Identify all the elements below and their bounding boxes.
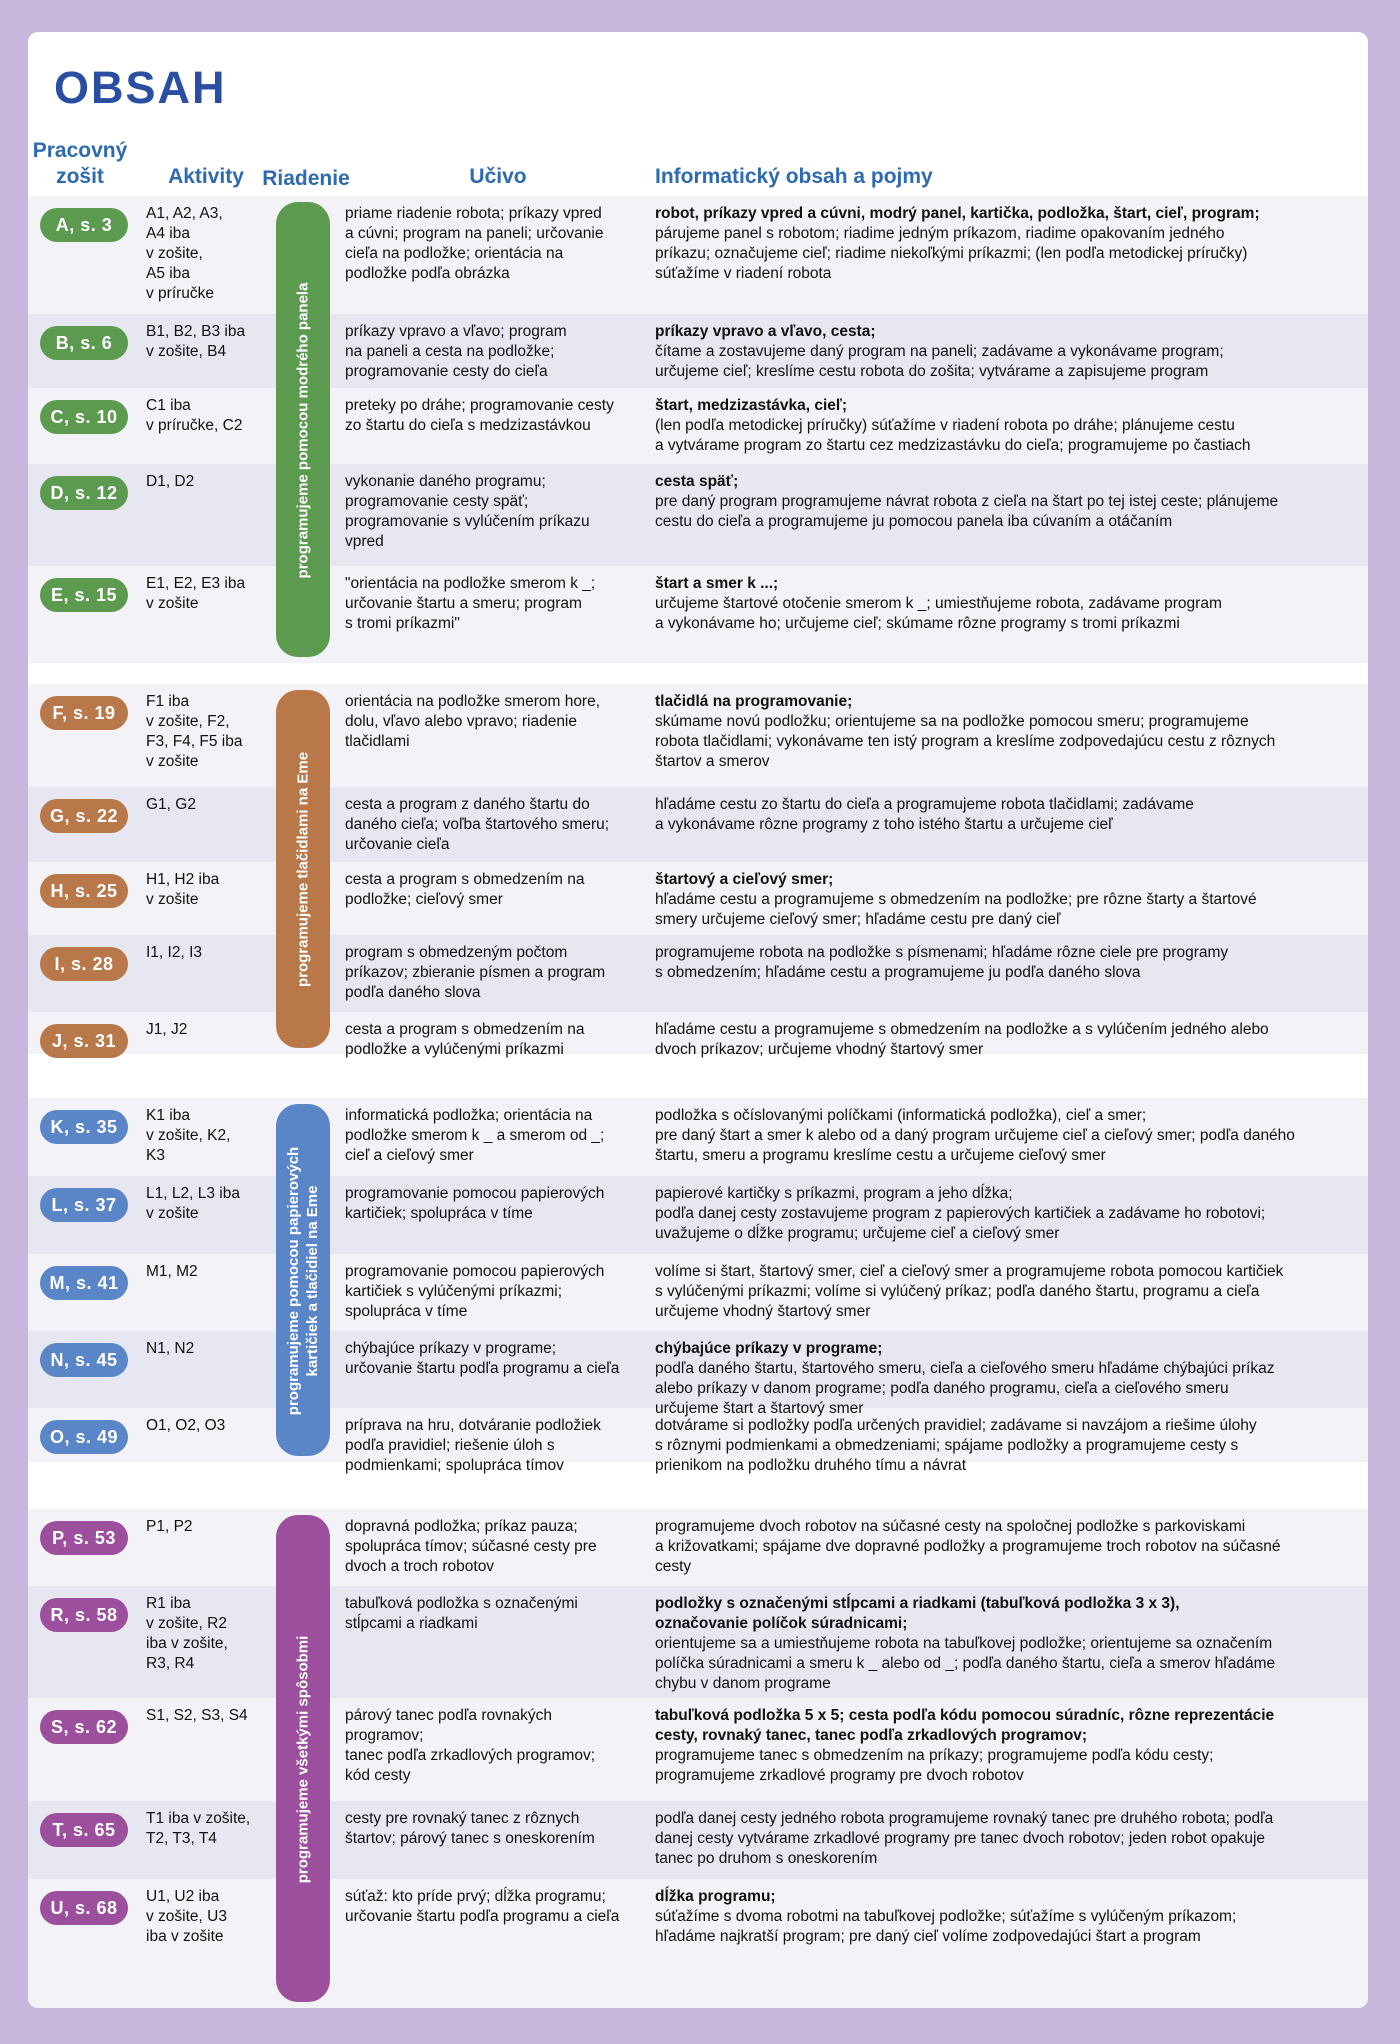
ucivo-cell: vykonanie daného programu; programovanie cesty späť; programovanie s vylúčením príkazu vpred bbox=[345, 473, 590, 550]
ucivo-cell: chýbajúce príkazy v programe; určovanie štartu podľa programu a cieľa bbox=[345, 1340, 620, 1377]
informatics-key-terms: štart a smer k ...; bbox=[655, 575, 779, 592]
workbook-page-badge[interactable]: L, s. 37 bbox=[40, 1188, 128, 1222]
workbook-page-badge[interactable]: K, s. 35 bbox=[40, 1110, 128, 1144]
workbook-page-badge[interactable]: U, s. 68 bbox=[40, 1891, 128, 1925]
informatics-key-terms: cesta späť; bbox=[655, 473, 739, 490]
ucivo-cell: programovanie pomocou papierových kartičiek s vylúčenými príkazmi; spolupráca v tíme bbox=[345, 1263, 605, 1320]
informatics-key-terms: tlačidlá na programovanie; bbox=[655, 693, 853, 710]
activities-cell: H1, H2 iba v zošite bbox=[146, 871, 220, 908]
informatics-cell: programujeme dvoch robotov na súčasné cesty na spoločnej podložke s parkoviskami a križovatkami; spájame dve dopravné podložky a programujeme troch robotov na súčasné cesty bbox=[655, 1518, 1281, 1575]
informatics-cell: podložky s označenými stĺpcami a riadkami (tabuľková podložka 3 x 3), označovanie políčok súradnicami; orientujeme sa a umiestňujeme robota na tabuľkovej podložke; orientujeme sa označením políčka súradnicami a smeru k _ alebo od _; podľa daného štartu, cieľa a smerov hľadáme chybu v danom programe bbox=[655, 1595, 1276, 1692]
activities-cell: P1, P2 bbox=[146, 1518, 193, 1535]
workbook-page-badge[interactable]: R, s. 58 bbox=[40, 1598, 128, 1632]
workbook-page-badge[interactable]: F, s. 19 bbox=[40, 696, 128, 730]
ucivo-cell: cesta a program s obmedzením na podložke; cieľový smer bbox=[345, 871, 585, 908]
informatics-key-terms: robot, príkazy vpred a cúvni, modrý panel, kartička, podložka, štart, cieľ, program; bbox=[655, 205, 1260, 222]
header-riadenie: Riadenie bbox=[262, 167, 350, 190]
activities-cell: B1, B2, B3 iba v zošite, B4 bbox=[146, 323, 246, 360]
workbook-page-badge[interactable]: I, s. 28 bbox=[40, 947, 128, 981]
riadenie-label: programujeme tlačidlami na Eme bbox=[294, 751, 312, 988]
activities-cell: C1 iba v príručke, C2 bbox=[146, 397, 243, 434]
header-ucivo: Učivo bbox=[469, 165, 527, 188]
informatics-key-terms: príkazy vpravo a vľavo, cesta; bbox=[655, 323, 876, 340]
informatics-cell: príkazy vpravo a vľavo, cesta; čítame a zostavujeme daný program na paneli; zadávame a vykonávame program; určujeme cieľ; kreslíme cestu robota do zošita; vytvárame a zapisujeme program bbox=[655, 323, 1224, 380]
informatics-key-terms: dĺžka programu; bbox=[655, 1888, 776, 1905]
activities-cell: E1, E2, E3 iba v zošite bbox=[146, 575, 246, 612]
informatics-cell: podložka s očíslovanými políčkami (informatická podložka), cieľ a smer; pre daný štart a smer k alebo od a daný program určujeme cieľ a cieľový smer; podľa daného štartu, smeru a programu kreslíme cestu a určujeme cieľový smer bbox=[655, 1107, 1295, 1164]
workbook-page-badge[interactable]: S, s. 62 bbox=[40, 1710, 128, 1744]
activities-cell: N1, N2 bbox=[146, 1340, 195, 1357]
workbook-page-badge[interactable]: J, s. 31 bbox=[40, 1024, 128, 1058]
informatics-cell: hľadáme cestu zo štartu do cieľa a programujeme robota tlačidlami; zadávame a vykonávame rôzne programy z toho istého štartu a určujeme cieľ bbox=[655, 796, 1194, 833]
ucivo-cell: príprava na hru, dotváranie podložiek podľa pravidiel; riešenie úloh s podmienkami; spolupráca tímov bbox=[345, 1417, 601, 1474]
informatics-cell: dĺžka programu; súťažíme s dvoma robotmi na tabuľkovej podložke; súťažíme s vylúčeným príkazom; hľadáme najkratší program; pre daný cieľ volíme zodpovedajúci štart a program bbox=[655, 1888, 1237, 1945]
informatics-cell: robot, príkazy vpred a cúvni, modrý panel, kartička, podložka, štart, cieľ, program; párujeme panel s robotom; riadime jedným príkazom, riadime opakovaním jedného príkazu; označujeme cieľ; riadime niekoľkými príkazmi; (len podľa metodickej príručky) súťažíme v riadení robota bbox=[655, 205, 1260, 282]
informatics-cell: cesta späť; pre daný program programujeme návrat robota z cieľa na štart po tej istej ceste; plánujeme cestu do cieľa a programujeme ju pomocou panela iba cúvaním a otáčaním bbox=[655, 473, 1279, 530]
activities-cell: L1, L2, L3 iba v zošite bbox=[146, 1185, 240, 1222]
informatics-cell: tabuľková podložka 5 x 5; cesta podľa kódu pomocou súradníc, rôzne reprezentácie cesty, rovnaký tanec, tanec podľa zrkadlových programov; programujeme tanec s obmedzením na príkazy; programujeme podľa kódu cesty; programujeme zrkadlové programy pre dvoch robotov bbox=[655, 1707, 1275, 1784]
ucivo-cell: programovanie pomocou papierových kartičiek; spolupráca v tíme bbox=[345, 1185, 605, 1222]
workbook-page-badge[interactable]: O, s. 49 bbox=[40, 1420, 128, 1454]
ucivo-cell: priame riadenie robota; príkazy vpred a cúvni; program na paneli; určovanie cieľa na podložke; orientácia na podložke podľa obrázka bbox=[345, 205, 604, 282]
riadenie-label: programujeme pomocou papierových kartičiek a tlačidiel na Eme bbox=[285, 1146, 321, 1416]
informatics-cell: programujeme robota na podložke s písmenami; hľadáme rôzne ciele pre programy s obmedzením; hľadáme cestu a programujeme ju podľa daného slova bbox=[655, 944, 1229, 981]
informatics-cell: štart a smer k ...; určujeme štartové otočenie smerom k _; umiestňujeme robota, zadávame program a vykonávame ho; určujeme cieľ; skúmame rôzne programy s tromi príkazmi bbox=[655, 575, 1222, 632]
ucivo-cell: príkazy vpravo a vľavo; program na paneli a cesta na podložke; programovanie cesty do cieľa bbox=[345, 323, 567, 380]
activities-cell: F1 iba v zošite, F2, F3, F4, F5 iba v zošite bbox=[146, 693, 243, 770]
informatics-cell: podľa danej cesty jedného robota programujeme rovnaký tanec pre druhého robota; podľa danej cesty vytvárame zrkadlové programy pre tanec dvoch robotov; jeden robot opakuje tanec po druhom s oneskorením bbox=[655, 1810, 1274, 1867]
riadenie-label: programujeme všetkými spôsobmi bbox=[294, 1635, 312, 1883]
ucivo-cell: cesta a program z daného štartu do daného cieľa; voľba štartového smeru; určovanie cieľa bbox=[345, 796, 610, 853]
informatics-key-terms: tabuľková podložka 5 x 5; cesta podľa kódu pomocou súradníc, rôzne reprezentácie cesty, rovnaký tanec, tanec podľa zrkadlových programov; bbox=[655, 1707, 1275, 1744]
informatics-key-terms: chýbajúce príkazy v programe; bbox=[655, 1340, 883, 1357]
workbook-page-badge[interactable]: H, s. 25 bbox=[40, 874, 128, 908]
ucivo-cell: tabuľková podložka s označenými stĺpcami a riadkami bbox=[345, 1595, 578, 1632]
workbook-page-badge[interactable]: D, s. 12 bbox=[40, 476, 128, 510]
workbook-page-badge[interactable]: T, s. 65 bbox=[40, 1813, 128, 1847]
ucivo-cell: súťaž: kto príde prvý; dĺžka programu; určovanie štartu podľa programu a cieľa bbox=[345, 1888, 620, 1925]
workbook-page-badge[interactable]: E, s. 15 bbox=[40, 578, 128, 612]
workbook-page-badge[interactable]: M, s. 41 bbox=[40, 1266, 128, 1300]
activities-cell: S1, S2, S3, S4 bbox=[146, 1707, 248, 1724]
ucivo-cell: informatická podložka; orientácia na podložke smerom k _ a smerom od _; cieľ a cieľový smer bbox=[345, 1107, 605, 1164]
informatics-cell: chýbajúce príkazy v programe; podľa daného štartu, štartového smeru, cieľa a cieľového smeru hľadáme chýbajúci príkaz alebo príkazy v danom programe; podľa daného programu, cieľa a cieľového smeru určujeme štart a štartový smer bbox=[655, 1340, 1275, 1417]
activities-cell: O1, O2, O3 bbox=[146, 1417, 226, 1434]
informatics-key-terms: štartový a cieľový smer; bbox=[655, 871, 834, 888]
contents-card bbox=[28, 32, 1368, 2008]
workbook-page-badge[interactable]: A, s. 3 bbox=[40, 208, 128, 242]
workbook-page-badge[interactable]: C, s. 10 bbox=[40, 400, 128, 434]
ucivo-cell: orientácia na podložke smerom hore, dolu, vľavo alebo vpravo; riadenie tlačidlami bbox=[345, 693, 601, 750]
informatics-cell: papierové kartičky s príkazmi, program a jeho dĺžka; podľa danej cesty zostavujeme program z papierových kartičiek a zadávame ho robotovi; uvažujeme o dĺžke programu; určujeme cieľ a cieľový smer bbox=[655, 1185, 1266, 1242]
informatics-cell: tlačidlá na programovanie; skúmame novú podložku; orientujeme sa na podložke pomocou smeru; programujeme robota tlačidlami; vykonávame ten istý program a kreslíme zodpovedajúcu cestu z rôznych štartov a smerov bbox=[655, 693, 1276, 770]
informatics-key-terms: štart, medzizastávka, cieľ; bbox=[655, 397, 848, 414]
ucivo-cell: cesta a program s obmedzením na podložke a vylúčenými príkazmi bbox=[345, 1021, 585, 1058]
activities-cell: D1, D2 bbox=[146, 473, 195, 490]
activities-cell: U1, U2 iba v zošite, U3 iba v zošite bbox=[146, 1888, 227, 1945]
informatics-key-terms: podložky s označenými stĺpcami a riadkami (tabuľková podložka 3 x 3), označovanie políčok súradnicami; bbox=[655, 1595, 1180, 1632]
workbook-page-badge[interactable]: P, s. 53 bbox=[40, 1521, 128, 1555]
workbook-page-badge[interactable]: N, s. 45 bbox=[40, 1343, 128, 1377]
workbook-page-badge[interactable]: G, s. 22 bbox=[40, 799, 128, 833]
ucivo-cell: dopravná podložka; príkaz pauza; spolupráca tímov; súčasné cesty pre dvoch a troch robotov bbox=[345, 1518, 597, 1575]
informatics-cell: štartový a cieľový smer; hľadáme cestu a programujeme s obmedzením na podložke; pre rôzne štarty a štartové smery určujeme cieľový smer; hľadáme cestu pre daný cieľ bbox=[655, 871, 1257, 928]
activities-cell: K1 iba v zošite, K2, K3 bbox=[146, 1107, 231, 1164]
informatics-cell: volíme si štart, štartový smer, cieľ a cieľový smer a programujeme robota pomocou kartičiek s vylúčenými príkazmi; volíme si vylúčený príkaz; podľa daného štartu, programu a cieľa určujeme vhodný štartový smer bbox=[655, 1263, 1284, 1320]
ucivo-cell: program s obmedzeným počtom príkazov; zbieranie písmen a program podľa daného slova bbox=[345, 944, 606, 1001]
header-informaticky-obsah: Informatický obsah a pojmy bbox=[655, 165, 933, 188]
activities-cell: G1, G2 bbox=[146, 796, 196, 813]
riadenie-label: programujeme pomocou modrého panela bbox=[294, 282, 312, 578]
ucivo-cell: preteky po dráhe; programovanie cesty zo štartu do cieľa s medzizastávkou bbox=[345, 397, 614, 434]
ucivo-cell: cesty pre rovnaký tanec z rôznych štartov; párový tanec s oneskorením bbox=[345, 1810, 595, 1847]
informatics-cell: štart, medzizastávka, cieľ; (len podľa metodickej príručky) súťažíme v riadení robota po dráhe; plánujeme cestu a vytvárame program zo štartu cez medzizastávku do cieľa; programujeme po častiach bbox=[655, 397, 1251, 454]
workbook-page-badge[interactable]: B, s. 6 bbox=[40, 326, 128, 360]
activities-cell: T1 iba v zošite, T2, T3, T4 bbox=[146, 1810, 251, 1847]
ucivo-cell: "orientácia na podložke smerom k _; určovanie štartu a smeru; program s tromi príkazmi" bbox=[345, 575, 596, 632]
activities-cell: M1, M2 bbox=[146, 1263, 198, 1280]
ucivo-cell: párový tanec podľa rovnakých programov; tanec podľa zrkadlových programov; kód cesty bbox=[345, 1707, 596, 1784]
page-title: OBSAH bbox=[54, 62, 227, 113]
header-pracovny-zosit: Pracovný zošit bbox=[32, 139, 128, 188]
header-aktivity: Aktivity bbox=[168, 165, 244, 188]
informatics-cell: hľadáme cestu a programujeme s obmedzením na podložke a s vylúčením jedného alebo dvoch príkazov; určujeme vhodný štartový smer bbox=[655, 1021, 1269, 1058]
activities-cell: R1 iba v zošite, R2 iba v zošite, R3, R4 bbox=[146, 1595, 228, 1672]
activities-cell: A1, A2, A3, A4 iba v zošite, A5 iba v príručke bbox=[146, 205, 223, 302]
informatics-cell: dotvárame si podložky podľa určených pravidiel; zadávame si navzájom a riešime úlohy s rôznymi podmienkami a obmedzeniami; spájame podložky a programujeme cesty s prienikom na podložku druhého tímu a návrat bbox=[655, 1417, 1257, 1474]
activities-cell: I1, I2, I3 bbox=[146, 944, 203, 961]
activities-cell: J1, J2 bbox=[146, 1021, 188, 1038]
